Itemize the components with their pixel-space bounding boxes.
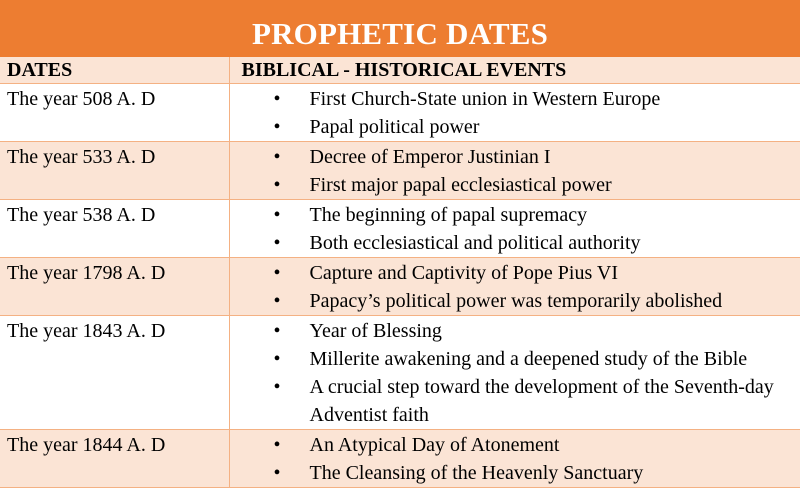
events-cell: [229, 258, 800, 316]
bullet-icon: •: [273, 348, 281, 370]
table-row: [0, 84, 800, 142]
list-item: [230, 431, 800, 459]
page-title: PROPHETIC DATES: [0, 0, 800, 57]
table-row: [0, 200, 800, 258]
event-text: Year of Blessing: [309, 320, 442, 342]
list-item: [230, 459, 800, 487]
table-body: [0, 84, 800, 488]
bullet-icon: •: [273, 262, 281, 284]
bullet-icon: •: [273, 376, 281, 398]
event-text: The beginning of papal supremacy: [309, 204, 588, 226]
column-header-events: BIBLICAL - HISTORICAL EVENTS: [229, 57, 800, 84]
table-row: [0, 316, 800, 430]
bullet-icon: •: [273, 88, 281, 110]
list-item: [230, 317, 800, 345]
events-cell: [229, 200, 800, 258]
event-text: The Cleansing of the Heavenly Sanctuary: [309, 462, 644, 484]
list-item: [230, 201, 800, 229]
event-text: Capture and Captivity of Pope Pius VI: [309, 262, 618, 284]
events-table: [0, 57, 800, 488]
event-text: First Church-State union in Western Europe: [309, 88, 661, 110]
event-text: First major papal ecclesiastical power: [309, 174, 612, 196]
list-item: [230, 85, 800, 113]
date-cell: The year 508 A. D: [0, 84, 229, 142]
table-header-row: [0, 57, 800, 84]
events-cell: [229, 430, 800, 488]
bullet-icon: •: [273, 116, 281, 138]
event-text: Papacy’s political power was temporarily abolished: [309, 290, 723, 312]
bullet-icon: •: [273, 290, 281, 312]
event-text: Millerite awakening and a deepened study of the Bible: [309, 348, 748, 370]
list-item: [230, 113, 800, 141]
event-text: Decree of Emperor Justinian I: [309, 146, 551, 168]
bullet-icon: •: [273, 174, 281, 196]
date-cell: The year 1844 A. D: [0, 430, 229, 488]
table-row: [0, 142, 800, 200]
events-cell: [229, 142, 800, 200]
event-text: Both ecclesiastical and political authority: [309, 232, 641, 254]
events-cell: [229, 84, 800, 142]
date-cell: The year 1843 A. D: [0, 316, 229, 430]
event-text: An Atypical Day of Atonement: [309, 434, 560, 456]
event-text: A crucial step toward the development of the Seventh-day Adventist faith: [309, 376, 774, 426]
table-row: [0, 430, 800, 488]
bullet-icon: •: [273, 232, 281, 254]
list-item: [230, 345, 800, 373]
list-item: [230, 259, 800, 287]
bullet-icon: •: [273, 434, 281, 456]
list-item: [230, 287, 800, 315]
column-header-dates: DATES: [0, 57, 229, 84]
bullet-icon: •: [273, 146, 281, 168]
list-item: [230, 373, 800, 429]
events-cell: [229, 316, 800, 430]
list-item: [230, 171, 800, 199]
bullet-icon: •: [273, 320, 281, 342]
date-cell: The year 533 A. D: [0, 142, 229, 200]
date-cell: The year 538 A. D: [0, 200, 229, 258]
date-cell: The year 1798 A. D: [0, 258, 229, 316]
event-text: Papal political power: [309, 116, 480, 138]
table-row: [0, 258, 800, 316]
bullet-icon: •: [273, 462, 281, 484]
list-item: [230, 143, 800, 171]
bullet-icon: •: [273, 204, 281, 226]
list-item: [230, 229, 800, 257]
